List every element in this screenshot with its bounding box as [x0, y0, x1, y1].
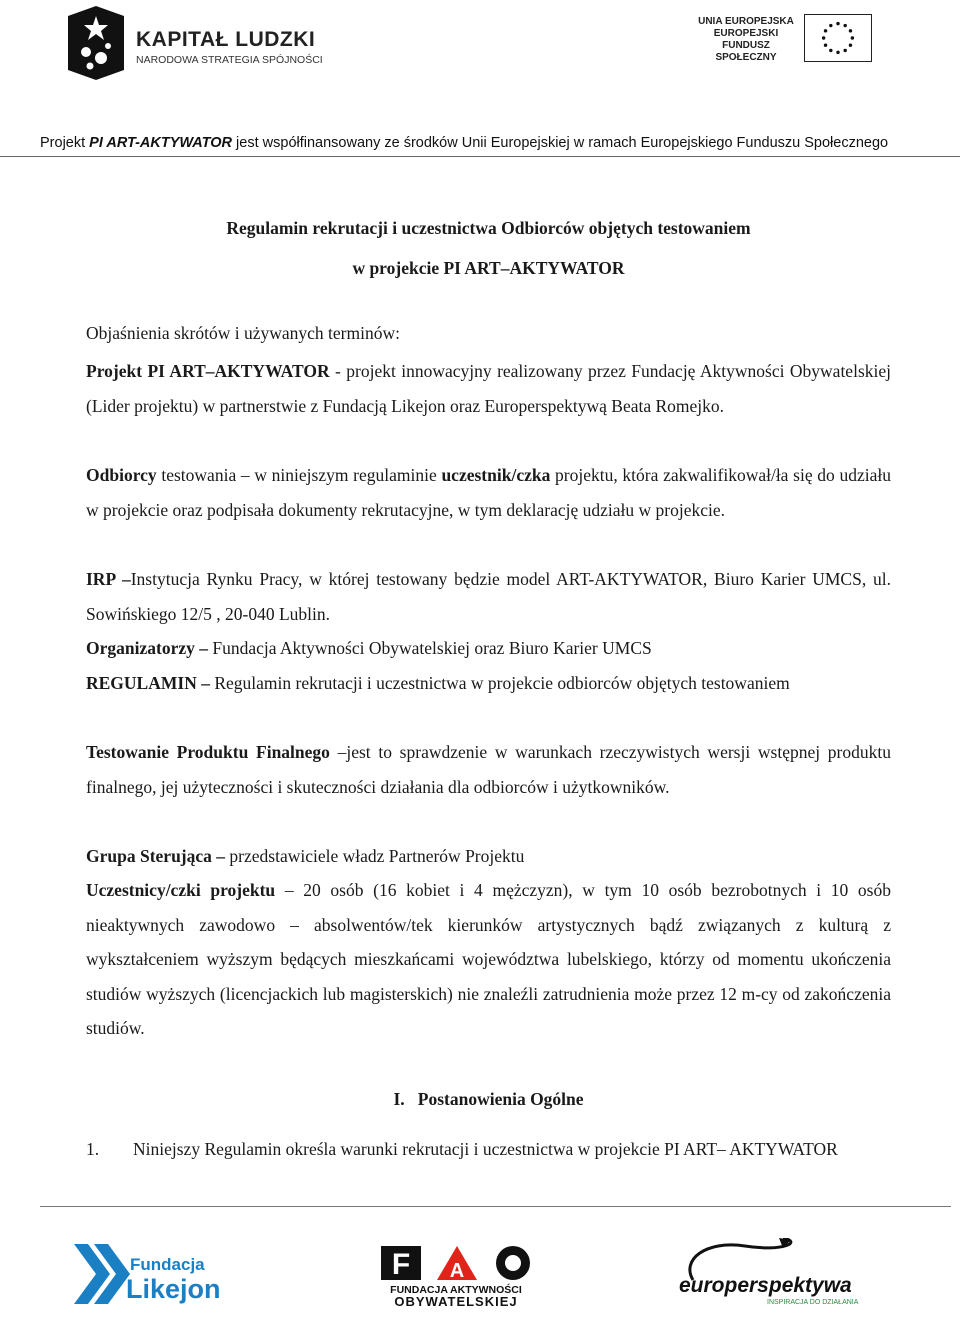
header-divider	[0, 156, 960, 157]
eu-logo	[694, 14, 874, 64]
fao-logo	[375, 1246, 537, 1308]
definition-project	[86, 354, 891, 423]
definition-text: przedstawiciele władz Partnerów Projektu	[225, 846, 525, 866]
europ-name: europerspektywa	[679, 1274, 852, 1297]
kapital-ludzki-star-icon	[68, 6, 124, 80]
definitions-intro: Objaśnienia skrótów i używanych terminów:	[86, 323, 400, 343]
fao-line2: OBYWATELSKIEJ	[394, 1294, 518, 1308]
list-item-text: Niniejszy Regulamin określa warunki rekrutacji i uczestnictwa w projekcie PI ART– AKTYWATOR	[133, 1139, 838, 1159]
definition-term: Organizatorzy –	[86, 638, 208, 658]
fundacja-likejon-logo	[74, 1240, 239, 1308]
definition-text: Fundacja Aktywności Obywatelskiej oraz Biuro Karier UMCS	[207, 638, 652, 658]
definition-term: Projekt PI ART–AKTYWATOR	[86, 361, 330, 381]
definition-recipients	[86, 458, 891, 527]
europerspektywa-logo	[675, 1238, 875, 1308]
likejon-line1: Fundacja	[130, 1255, 205, 1274]
cofunding-notice	[40, 135, 888, 151]
document-title-line1: Regulamin rekrutacji i uczestnictwa Odbiorców objętych testowaniem	[226, 218, 751, 238]
definition-term: Grupa Sterująca –	[86, 846, 226, 866]
eu-line3: FUNDUSZ SPOŁECZNY	[715, 40, 777, 63]
svg-text:A: A	[449, 1260, 465, 1282]
likejon-line2: Likejon	[126, 1274, 221, 1304]
definition-term: REGULAMIN –	[86, 673, 210, 693]
kapital-ludzki-title: KAPITAŁ LUDZKI	[136, 28, 316, 51]
section-heading	[86, 1089, 891, 1110]
definition-term: Testowanie Produktu Finalnego	[86, 742, 330, 762]
footer-divider	[40, 1206, 951, 1207]
definition-text: –jest to sprawdzenie w warunkach rzeczywistych wersji wstępnej produktu finalnego, jej użyteczności i skuteczności działania dla odbiorców i użytkowników.	[86, 742, 891, 797]
definition-irp	[86, 562, 891, 631]
page-footer	[0, 1230, 960, 1318]
definition-organizers	[86, 631, 891, 666]
list-item-number: 1.	[86, 1139, 100, 1159]
section-title: Postanowienia Ogólne	[417, 1089, 584, 1109]
eu-flag-icon	[804, 14, 872, 62]
definition-testing	[86, 735, 891, 804]
section-number: I.	[393, 1089, 405, 1109]
definition-text: - projekt innowacyjny realizowany przez Fundację Aktywności Obywatelskiej (Lider projektu) w partnerstwie z Fundacją Likejon oraz Europerspektywą Beata Romejko.	[86, 361, 891, 416]
definition-steering-group	[86, 839, 891, 874]
definition-participants	[86, 873, 891, 1046]
definition-text: – 20 osób (16 kobiet i 4 mężczyzn), w tym 10 osób bezrobotnych i 10 osób nieaktywnych zawodowo – absolwentów/tek kierunków artystycznych bądź związanych z kulturą z wykształceniem wyższym będących mieszkańcami województwa lubelskiego, którzy od momentu ukończenia studiów wyższych (licencjackich lub magisterskich) nie znaleźli zatrudnienia może przez 12 m-cy od zakończenia studiów.	[86, 880, 891, 1038]
definition-regulamin	[86, 666, 891, 701]
fao-line1: FUNDACJA AKTYWNOŚCI	[390, 1284, 522, 1296]
cofund-post: jest współfinansowany ze środków Unii Europejskiej w ramach Europejskiego Funduszu Społecznego	[232, 135, 889, 151]
cofund-project-name: PI ART-AKTYWATOR	[89, 135, 233, 151]
eu-line1: UNIA EUROPEJSKA	[698, 16, 794, 27]
definition-term: Uczestnicy/czki projektu	[86, 880, 276, 900]
definition-text: testowania – w niniejszym regulaminie	[156, 465, 442, 485]
definition-text: Instytucja Rynku Pracy, w której testowany będzie model ART-AKTYWATOR, Biuro Karier UMCS, ul. Sowińskiego 12/5 , 20-040 Lublin.	[86, 569, 891, 624]
kapital-ludzki-subtitle: NARODOWA STRATEGIA SPÓJNOŚCI	[136, 54, 323, 66]
page-header	[0, 0, 960, 160]
eu-logo-text	[694, 16, 798, 64]
definition-term-2: uczestnik/czka	[441, 465, 551, 485]
definition-text-2: projektu, która zakwalifikował/ła się do udziału w projekcie oraz podpisała dokumenty rekrutacyjne, w tym deklarację udziału w projekcie.	[86, 465, 891, 520]
document-title-line2: w projekcie PI ART–AKTYWATOR	[352, 258, 625, 278]
svg-text:F: F	[391, 1248, 411, 1281]
eu-line2: EUROPEJSKI	[713, 28, 779, 39]
kapital-ludzki-logo	[68, 6, 323, 80]
europ-tagline: INSPIRACJA DO DZIAŁANIA	[767, 1299, 859, 1306]
definition-term: Odbiorcy	[86, 465, 157, 485]
cofund-pre: Projekt	[40, 135, 90, 151]
definition-term: IRP –	[86, 569, 131, 589]
definition-text: Regulamin rekrutacji i uczestnictwa w projekcie odbiorców objętych testowaniem	[209, 673, 790, 693]
